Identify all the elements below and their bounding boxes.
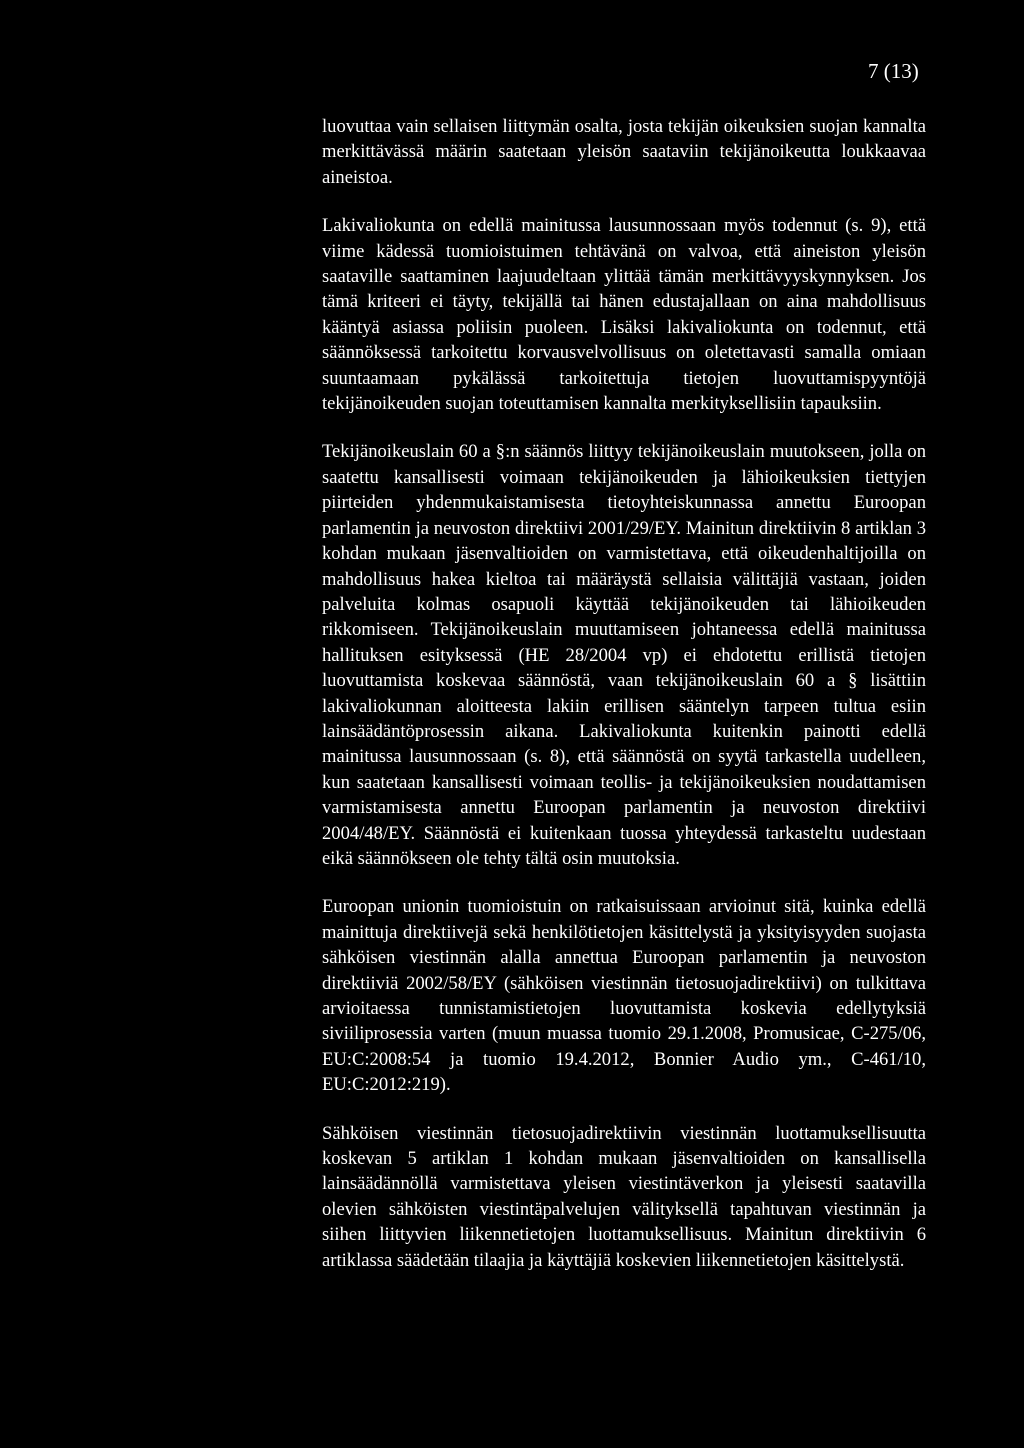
paragraph-2: Lakivaliokunta on edellä mainitussa lausunnossaan myös todennut (s. 9), että viime kädessä tuomioistuimen tehtävänä on valvoa, että aineiston yleisön saataville saattaminen laajuudeltaan ylittää tämän merkittävyyskynnyksen. Jos tämä kriteeri ei täyty, tekijällä tai hänen edustajallaan on aina mahdollisuus kääntyä asiassa poliisin puoleen. Lisäksi lakivaliokunta on todennut, että säännöksessä tarkoitettu korvausvelvollisuus on oletettavasti samalla omiaan suuntaamaan pykälässä tarkoitettuja tietojen luovuttamispyyntöjä tekijänoikeuden suojan toteuttamisen kannalta merkityksellisiin tapauksiin. <box>322 215 926 415</box>
paragraph-3: Tekijänoikeuslain 60 a §:n säännös liittyy tekijänoikeuslain muutokseen, jolla on saatettu kansallisesti voimaan tekijänoikeuden ja lähioikeuksien tiettyjen piirteiden yhdenmukaistamisesta tietoyhteiskunnassa annettu Euroopan parlamentin ja neuvoston direktiivi 2001/29/EY. Mainitun direktiivin 8 artiklan 3 kohdan mukaan jäsenvaltioiden on varmistettava, että oikeudenhaltijoilla on mahdollisuus hakea kieltoa tai määräystä sellaisia välittäjiä vastaan, joiden palveluita kolmas osapuoli käyttää tekijänoikeuden tai lähioikeuden rikkomiseen. Tekijänoikeuslain muuttamiseen johtaneessa edellä mainitussa hallituksen esityksessä (HE 28/2004 vp) ei ehdotettu erillistä tietojen luovuttamista koskevaa säännöstä, vaan tekijänoikeuslain 60 a § lisättiin lakivaliokunnan aloitteesta lakiin erillisen sääntelyn tarpeen tultua esiin lainsäädäntöprosessin aikana. Lakivaliokunta kuitenkin painotti edellä mainitussa lausunnossaan (s. 8), että säännöstä on syytä tarkastella uudelleen, kun saatetaan kansallisesti voimaan teollis- ja tekijänoikeuksien noudattamisen varmistamisesta annettu Euroopan parlamentin ja neuvoston direktiivi 2004/48/EY. Säännöstä ei kuitenkaan tuossa yhteydessä tarkasteltu uudestaan eikä säännökseen ole tehty tältä osin muutoksia. <box>322 441 926 869</box>
page-number: 7 (13) <box>868 59 919 83</box>
paragraph-4: Euroopan unionin tuomioistuin on ratkaisuissaan arvioinut sitä, kuinka edellä mainittuja direktiivejä sekä henkilötietojen käsittelystä ja yksityisyyden suojasta sähköisen viestinnän alalla annettua Euroopan parlamentin ja neuvoston direktiiviä 2002/58/EY (sähköisen viestinnän tietosuojadirektiivi) on tulkittava arvioitaessa tunnistamistietojen luovuttamista koskevia edellytyksiä siviiliprosessia varten (muun muassa tuomio 29.1.2008, Promusicae, C-275/06, EU:C:2008:54 ja tuomio 19.4.2012, Bonnier Audio ym., C-461/10, EU:C:2012:219). <box>322 896 926 1096</box>
paragraph-5: Sähköisen viestinnän tietosuojadirektiivin viestinnän luottamuksellisuutta koskevan 5 artiklan 1 kohdan mukaan jäsenvaltioiden on kansallisella lainsäädännöllä varmistettava yleisen viestintäverkon ja yleisesti saatavilla olevien sähköisten viestintäpalvelujen välityksellä tapahtuvan viestinnän ja siihen liittyvien liikennetietojen luottamuksellisuus. Mainitun direktiivin 6 artiklassa säädetään tilaajia ja käyttäjiä koskevien liikennetietojen käsittelystä. <box>322 1122 926 1271</box>
paragraph-1: luovuttaa vain sellaisen liittymän osalta, josta tekijän oikeuksien suojan kannalta merkittävässä määrin saatetaan yleisön saataviin tekijänoikeutta loukkaavaa aineistoa. <box>322 116 926 188</box>
document-body <box>322 114 926 1296</box>
